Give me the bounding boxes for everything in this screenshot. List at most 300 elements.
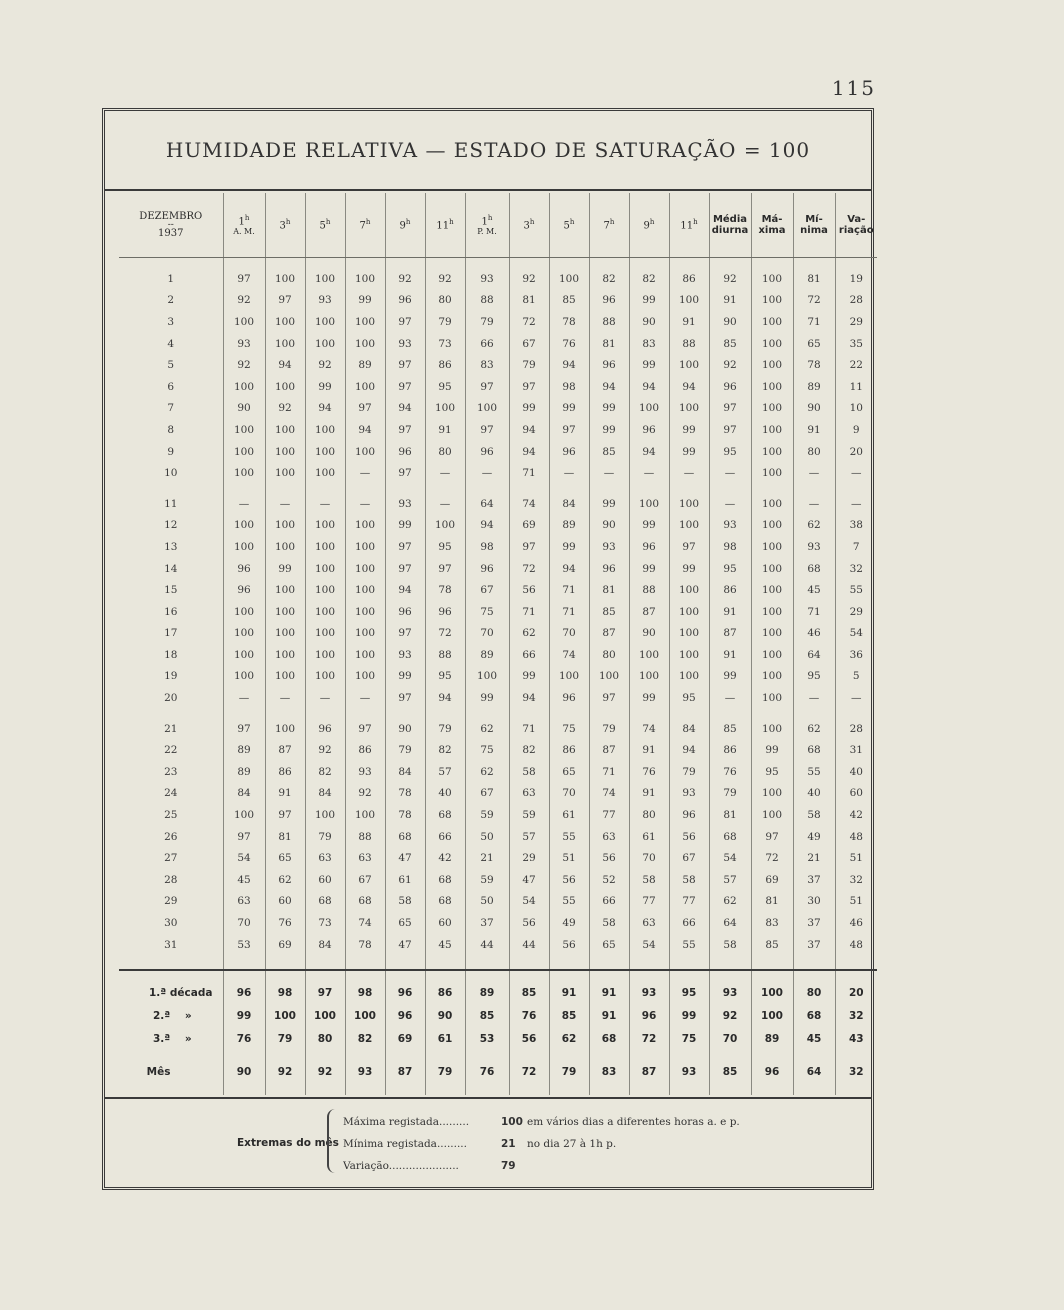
value-cell: 72: [509, 558, 549, 580]
spacer-row: [119, 955, 877, 970]
table-row: [119, 290, 877, 312]
value-cell: —: [305, 493, 345, 515]
summary-value: 76: [223, 1027, 265, 1050]
value-cell: 100: [223, 644, 265, 666]
value-cell: 29: [509, 847, 549, 869]
value-cell: 63: [223, 891, 265, 913]
value-cell: 97: [385, 558, 425, 580]
value-cell: 100: [265, 515, 305, 537]
value-cell: 94: [265, 354, 305, 376]
table-row: [119, 912, 877, 934]
value-cell: 90: [709, 311, 751, 333]
value-cell: 99: [709, 666, 751, 688]
summary-value: 85: [709, 1060, 751, 1083]
day-cell: 23: [164, 765, 178, 778]
value-cell: 96: [465, 441, 509, 463]
year-label: 1937: [158, 228, 184, 239]
summary-value: 68: [589, 1027, 629, 1050]
value-cell: 100: [751, 623, 793, 645]
value-cell: 99: [629, 354, 669, 376]
summary-value: 86: [425, 981, 465, 1004]
value-cell: 92: [509, 268, 549, 290]
summary-value: 45: [793, 1027, 835, 1050]
value-cell: 87: [629, 601, 669, 623]
value-cell: 99: [589, 419, 629, 441]
value-cell: 86: [265, 761, 305, 783]
value-cell: 89: [223, 761, 265, 783]
value-cell: 82: [305, 761, 345, 783]
value-cell: 89: [465, 644, 509, 666]
value-cell: 100: [751, 441, 793, 463]
value-cell: 99: [669, 558, 709, 580]
value-cell: 75: [465, 601, 509, 623]
hour-label: 7: [603, 220, 610, 232]
hour-suffix: h: [529, 218, 535, 227]
summary-value: 83: [589, 1060, 629, 1083]
spacer-row: [119, 709, 877, 718]
brace-icon: [327, 1109, 341, 1173]
value-cell: 95: [425, 536, 465, 558]
value-cell: 100: [629, 493, 669, 515]
day-cell: 31: [164, 938, 178, 951]
value-cell: 100: [345, 623, 385, 645]
value-cell: 56: [549, 934, 589, 956]
value-cell: 100: [751, 376, 793, 398]
day-cell: 21: [164, 722, 178, 735]
value-cell: 21: [465, 847, 509, 869]
value-cell: 93: [589, 536, 629, 558]
value-cell: 55: [793, 761, 835, 783]
hour-suffix: h: [449, 218, 454, 227]
value-cell: 100: [265, 376, 305, 398]
value-cell: 100: [265, 333, 305, 355]
value-cell: 97: [385, 462, 425, 484]
summary-value: 91: [549, 981, 589, 1004]
value-cell: 93: [709, 515, 751, 537]
value-cell: 89: [223, 739, 265, 761]
day-cell: 4: [167, 337, 175, 350]
variacao-header: Va- riação: [835, 193, 877, 258]
value-cell: 100: [223, 376, 265, 398]
value-cell: 79: [709, 783, 751, 805]
value-cell: 48: [835, 934, 877, 956]
value-cell: —: [223, 493, 265, 515]
extremas-name: Variação.....................: [343, 1160, 459, 1172]
value-cell: 97: [589, 687, 629, 709]
value-cell: 29: [835, 601, 877, 623]
table-row: [119, 601, 877, 623]
value-cell: 60: [265, 891, 305, 913]
summary-value: 96: [385, 981, 425, 1004]
extremas-rows: [343, 1111, 740, 1177]
day-cell: 10: [164, 467, 178, 480]
value-cell: 96: [589, 290, 629, 312]
summary-value: 96: [629, 1004, 669, 1027]
value-cell: 63: [629, 912, 669, 934]
value-cell: 87: [589, 739, 629, 761]
hour-label: 1: [238, 216, 245, 228]
value-cell: 40: [793, 783, 835, 805]
value-cell: 98: [465, 536, 509, 558]
value-cell: 100: [265, 419, 305, 441]
value-cell: 95: [425, 666, 465, 688]
value-cell: 68: [709, 826, 751, 848]
value-cell: 49: [793, 826, 835, 848]
day-cell: 15: [164, 584, 178, 597]
value-cell: 100: [305, 804, 345, 826]
value-cell: 85: [709, 718, 751, 740]
value-cell: 73: [305, 912, 345, 934]
extremas-note: no dia 27 à 1h p.: [527, 1138, 617, 1150]
value-cell: 93: [669, 783, 709, 805]
value-cell: —: [265, 493, 305, 515]
value-cell: 80: [629, 804, 669, 826]
value-cell: 90: [385, 718, 425, 740]
summary-value: 91: [589, 1004, 629, 1027]
value-cell: 100: [265, 623, 305, 645]
value-cell: 63: [589, 826, 629, 848]
summary-value: 90: [425, 1004, 465, 1027]
value-cell: 99: [305, 376, 345, 398]
value-cell: 100: [589, 666, 629, 688]
day-cell: 3: [167, 315, 175, 328]
table-row: [119, 718, 877, 740]
value-cell: 99: [509, 666, 549, 688]
value-cell: 90: [223, 398, 265, 420]
summary-value: 89: [465, 981, 509, 1004]
value-cell: 100: [305, 623, 345, 645]
value-cell: 100: [465, 398, 509, 420]
extremas-note: [521, 1155, 527, 1177]
day-cell: 2: [167, 294, 175, 307]
value-cell: 54: [835, 623, 877, 645]
value-cell: 100: [751, 666, 793, 688]
value-cell: 100: [751, 419, 793, 441]
day-cell: 18: [164, 648, 178, 661]
hour-header: [669, 193, 709, 258]
month-header: DEZEMBRO -- 1937: [119, 193, 223, 258]
value-cell: 56: [509, 579, 549, 601]
value-cell: 97: [465, 419, 509, 441]
value-cell: 96: [385, 601, 425, 623]
summary-value: 93: [709, 981, 751, 1004]
value-cell: 100: [223, 419, 265, 441]
value-cell: 81: [589, 579, 629, 601]
value-cell: 85: [589, 441, 629, 463]
table-row: [119, 739, 877, 761]
value-cell: 100: [265, 441, 305, 463]
hour-header: [509, 193, 549, 258]
summary-value: 79: [549, 1060, 589, 1083]
value-cell: 100: [223, 441, 265, 463]
value-cell: 100: [265, 718, 305, 740]
value-cell: 81: [589, 333, 629, 355]
value-cell: 77: [669, 891, 709, 913]
value-cell: 60: [835, 783, 877, 805]
table-row: [119, 804, 877, 826]
spacer-row: [119, 484, 877, 493]
summary-value: 72: [629, 1027, 669, 1050]
value-cell: 92: [385, 268, 425, 290]
value-cell: 100: [345, 558, 385, 580]
value-cell: 78: [385, 804, 425, 826]
value-cell: 97: [549, 419, 589, 441]
value-cell: 99: [629, 515, 669, 537]
value-cell: 100: [751, 311, 793, 333]
value-cell: —: [835, 493, 877, 515]
value-cell: 100: [629, 666, 669, 688]
value-cell: 91: [425, 419, 465, 441]
value-cell: 96: [589, 354, 629, 376]
hour-period: A. M.: [233, 227, 255, 237]
summary-value: 68: [793, 1004, 835, 1027]
value-cell: —: [709, 687, 751, 709]
value-cell: 40: [425, 783, 465, 805]
value-cell: 59: [509, 804, 549, 826]
value-cell: 94: [549, 558, 589, 580]
day-cell: 12: [164, 519, 178, 532]
value-cell: 68: [793, 558, 835, 580]
hour-suffix: h: [365, 218, 371, 227]
value-cell: 96: [425, 601, 465, 623]
value-cell: 72: [751, 847, 793, 869]
value-cell: 54: [223, 847, 265, 869]
summary-value: 92: [305, 1060, 345, 1083]
value-cell: 78: [345, 934, 385, 956]
value-cell: —: [465, 462, 509, 484]
value-cell: 100: [345, 666, 385, 688]
value-cell: 97: [509, 376, 549, 398]
value-cell: 54: [629, 934, 669, 956]
table-row: [119, 934, 877, 956]
hour-header: [385, 193, 425, 258]
value-cell: 82: [425, 739, 465, 761]
summary-row: [119, 981, 877, 1004]
day-cell: 9: [167, 445, 175, 458]
value-cell: 100: [549, 666, 589, 688]
value-cell: 37: [465, 912, 509, 934]
value-cell: 37: [793, 934, 835, 956]
value-cell: 48: [835, 826, 877, 848]
value-cell: 100: [223, 804, 265, 826]
value-cell: 84: [305, 783, 345, 805]
value-cell: 91: [793, 419, 835, 441]
value-cell: 63: [509, 783, 549, 805]
table-row: [119, 558, 877, 580]
value-cell: 97: [223, 268, 265, 290]
value-cell: 90: [589, 515, 629, 537]
value-cell: 94: [629, 376, 669, 398]
value-cell: 85: [589, 601, 629, 623]
value-cell: 58: [793, 804, 835, 826]
hour-header: [589, 193, 629, 258]
value-cell: 93: [465, 268, 509, 290]
day-cell: 20: [164, 692, 178, 705]
value-cell: 81: [509, 290, 549, 312]
value-cell: 97: [385, 311, 425, 333]
value-cell: 100: [305, 333, 345, 355]
spacer-row: [119, 258, 877, 269]
value-cell: 47: [509, 869, 549, 891]
value-cell: 55: [549, 891, 589, 913]
value-cell: 62: [793, 718, 835, 740]
summary-value: 87: [629, 1060, 669, 1083]
value-cell: 61: [385, 869, 425, 891]
value-cell: 96: [465, 558, 509, 580]
value-cell: 100: [223, 601, 265, 623]
value-cell: 76: [265, 912, 305, 934]
summary-value: 32: [835, 1004, 877, 1027]
value-cell: 95: [709, 558, 751, 580]
hour-header: [549, 193, 589, 258]
value-cell: 97: [385, 354, 425, 376]
value-cell: 97: [669, 536, 709, 558]
value-cell: 100: [345, 268, 385, 290]
extremas-name: Mínima registada.........: [343, 1138, 467, 1150]
table-row: [119, 687, 877, 709]
hour-suffix: h: [325, 218, 331, 227]
value-cell: 97: [345, 398, 385, 420]
value-cell: 93: [223, 333, 265, 355]
value-cell: 88: [589, 311, 629, 333]
value-cell: 19: [835, 268, 877, 290]
value-cell: 61: [629, 826, 669, 848]
value-cell: 94: [305, 398, 345, 420]
value-cell: 68: [793, 739, 835, 761]
day-cell: 8: [167, 423, 175, 436]
value-cell: 77: [629, 891, 669, 913]
value-cell: 81: [793, 268, 835, 290]
value-cell: 71: [509, 462, 549, 484]
day-cell: 7: [167, 402, 175, 415]
value-cell: 62: [465, 718, 509, 740]
value-cell: 94: [669, 376, 709, 398]
summary-label: 2.ª »: [153, 1009, 192, 1022]
value-cell: 79: [465, 311, 509, 333]
value-cell: 38: [835, 515, 877, 537]
value-cell: 86: [669, 268, 709, 290]
table-row: [119, 891, 877, 913]
table-row: [119, 847, 877, 869]
extremas-value: 100: [501, 1116, 523, 1128]
table-row: [119, 869, 877, 891]
summary-value: 85: [509, 981, 549, 1004]
value-cell: 95: [709, 441, 751, 463]
value-cell: 47: [385, 847, 425, 869]
value-cell: 100: [345, 311, 385, 333]
table-row: [119, 354, 877, 376]
summary-value: 56: [509, 1027, 549, 1050]
value-cell: 21: [793, 847, 835, 869]
value-cell: 100: [305, 644, 345, 666]
value-cell: 99: [345, 290, 385, 312]
value-cell: 93: [305, 290, 345, 312]
value-cell: 62: [265, 869, 305, 891]
value-cell: 54: [509, 891, 549, 913]
value-cell: 84: [223, 783, 265, 805]
value-cell: 96: [549, 687, 589, 709]
value-cell: 93: [345, 761, 385, 783]
summary-value: 100: [305, 1004, 345, 1027]
value-cell: 100: [465, 666, 509, 688]
media-header: Média diurna: [709, 193, 751, 258]
value-cell: 66: [425, 826, 465, 848]
value-cell: 51: [549, 847, 589, 869]
value-cell: 96: [629, 536, 669, 558]
value-cell: 70: [549, 623, 589, 645]
value-cell: 100: [751, 601, 793, 623]
value-cell: 92: [305, 354, 345, 376]
value-cell: 71: [509, 718, 549, 740]
value-cell: 89: [549, 515, 589, 537]
humidity-table: [119, 193, 877, 1095]
value-cell: 88: [629, 579, 669, 601]
value-cell: 92: [425, 268, 465, 290]
value-cell: 31: [835, 739, 877, 761]
day-cell: 30: [164, 917, 178, 930]
day-cell: 6: [167, 380, 175, 393]
value-cell: 80: [425, 441, 465, 463]
value-cell: 67: [465, 783, 509, 805]
value-cell: 87: [265, 739, 305, 761]
hour-label: 1: [481, 216, 488, 228]
summary-value: 87: [385, 1060, 425, 1083]
summary-value: 89: [751, 1027, 793, 1050]
spacer-row: [119, 1050, 877, 1060]
value-cell: 90: [793, 398, 835, 420]
value-cell: 99: [629, 687, 669, 709]
value-cell: 69: [751, 869, 793, 891]
value-cell: 78: [549, 311, 589, 333]
day-cell: 28: [164, 873, 178, 886]
value-cell: 65: [793, 333, 835, 355]
value-cell: 99: [265, 558, 305, 580]
value-cell: 62: [465, 761, 509, 783]
value-cell: 83: [465, 354, 509, 376]
value-cell: 95: [751, 761, 793, 783]
value-cell: 100: [345, 579, 385, 601]
summary-value: 92: [265, 1060, 305, 1083]
value-cell: 92: [345, 783, 385, 805]
summary-value: 76: [509, 1004, 549, 1027]
summary-value: 76: [465, 1060, 509, 1083]
value-cell: 100: [669, 493, 709, 515]
table-row: [119, 666, 877, 688]
hour-suffix: h: [693, 218, 698, 227]
value-cell: 78: [385, 783, 425, 805]
summary-value: 100: [345, 1004, 385, 1027]
value-cell: 60: [305, 869, 345, 891]
extremas-name: Máxima registada.........: [343, 1116, 470, 1128]
day-cell: 16: [164, 605, 178, 618]
value-cell: 64: [793, 644, 835, 666]
value-cell: 100: [345, 644, 385, 666]
value-cell: 97: [345, 718, 385, 740]
value-cell: 90: [629, 623, 669, 645]
value-cell: 100: [751, 333, 793, 355]
value-cell: 100: [265, 644, 305, 666]
value-cell: 59: [465, 804, 509, 826]
hour-header: [265, 193, 305, 258]
value-cell: 97: [751, 826, 793, 848]
value-cell: 71: [589, 761, 629, 783]
value-cell: 97: [509, 536, 549, 558]
value-cell: 61: [549, 804, 589, 826]
day-cell: 11: [164, 497, 178, 510]
value-cell: 78: [793, 354, 835, 376]
value-cell: 52: [589, 869, 629, 891]
value-cell: 97: [465, 376, 509, 398]
